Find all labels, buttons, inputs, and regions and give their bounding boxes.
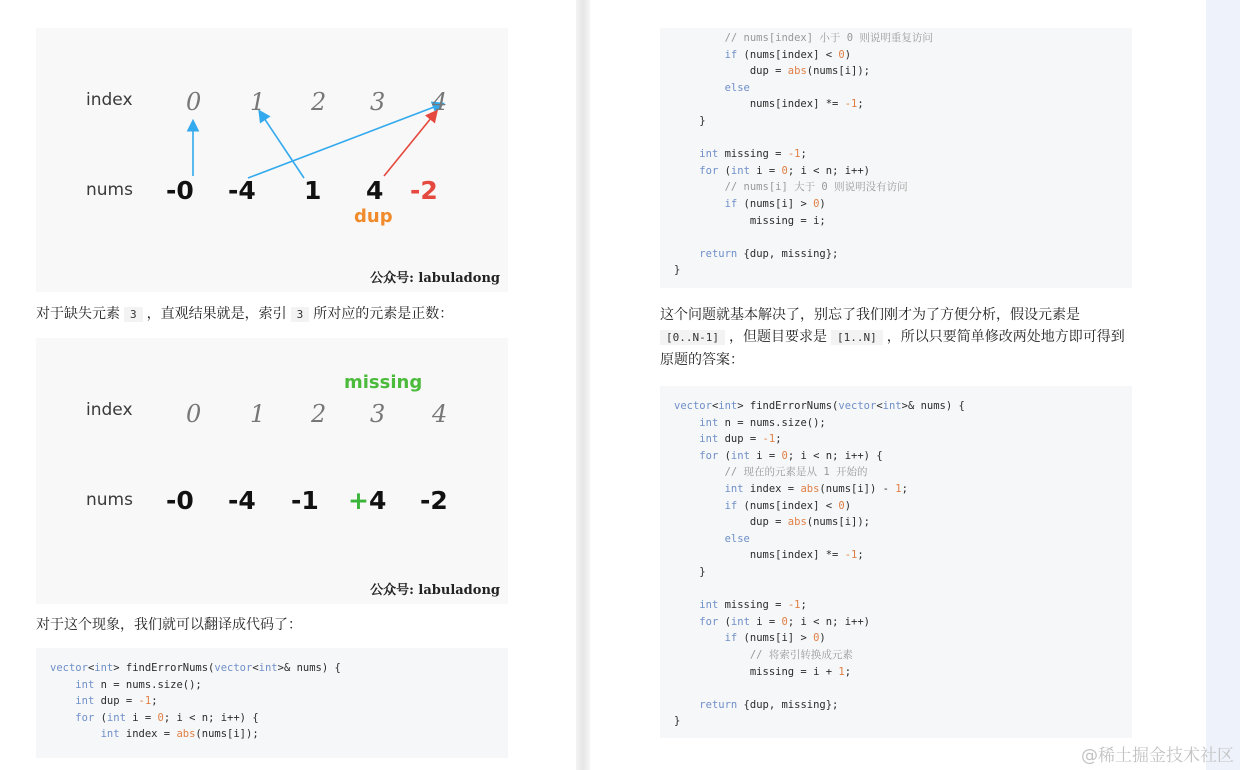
code-token: if xyxy=(724,632,738,645)
code-line xyxy=(674,630,826,646)
code-line xyxy=(674,547,864,563)
code-line xyxy=(674,80,750,96)
code-token xyxy=(674,450,699,462)
num-3: 4 xyxy=(366,176,384,205)
arrow-dup-to-idx4 xyxy=(384,112,436,176)
code-token: missing = i + xyxy=(674,665,839,678)
code-token: index = xyxy=(119,728,177,741)
code-token: int xyxy=(882,400,902,412)
index-2: 2 xyxy=(311,88,327,116)
code-token: {dup, missing}; xyxy=(737,698,839,711)
code-token: < xyxy=(876,400,883,412)
dup-label: dup xyxy=(354,206,393,227)
code-line xyxy=(674,448,883,464)
num-0: -0 xyxy=(166,486,194,515)
code-token: ; xyxy=(844,665,852,678)
code-token: missing = xyxy=(718,599,788,612)
index-4: 4 xyxy=(432,88,448,116)
num-4: -2 xyxy=(420,486,448,515)
code-line xyxy=(674,47,851,63)
para1-code-3b: 3 xyxy=(291,307,310,322)
code-line xyxy=(674,415,826,431)
code-token: 0 xyxy=(781,449,788,462)
code-token: return xyxy=(699,247,738,260)
code-token: i = xyxy=(749,449,782,462)
page-gutter xyxy=(576,0,590,770)
code-token: 0 xyxy=(838,48,845,61)
code-range-1: [1..N] xyxy=(831,330,883,345)
code-token: -1 xyxy=(138,695,152,708)
nums-row-label: nums xyxy=(86,180,133,200)
code-line xyxy=(674,713,680,729)
code-token xyxy=(674,248,699,260)
code-token: int xyxy=(699,416,719,429)
code-line xyxy=(674,531,750,547)
code-token: 0 xyxy=(781,615,788,628)
code-token xyxy=(50,728,101,740)
code-token: abs xyxy=(787,516,807,529)
code-token: i = xyxy=(749,615,782,628)
code-token: -1 xyxy=(787,148,801,161)
code-token xyxy=(674,649,750,661)
solution-line-2 xyxy=(660,326,1140,349)
code-token: int xyxy=(730,164,750,177)
code-block-left xyxy=(36,648,508,758)
code-line xyxy=(50,726,259,742)
code-token: } xyxy=(674,566,706,578)
para1-text-middle: ，直观结果就是，索引 xyxy=(146,306,287,322)
code-token xyxy=(674,483,725,495)
code-token xyxy=(674,699,699,711)
code-token: {dup, missing}; xyxy=(737,247,839,260)
code-token: 1 xyxy=(838,665,845,678)
code-token xyxy=(674,616,699,628)
code-token: dup = xyxy=(674,516,788,529)
code-token xyxy=(674,500,725,512)
code-token: nums[index] *= xyxy=(674,549,845,562)
code-token: (nums[i]); xyxy=(806,65,870,78)
code-token xyxy=(674,417,699,429)
code-token xyxy=(674,433,699,445)
code-line xyxy=(674,179,908,195)
index-1: 1 xyxy=(250,88,266,116)
para1-text-before: 对于缺失元素 xyxy=(36,306,120,322)
code-token: for xyxy=(75,711,95,724)
index-3: 3 xyxy=(370,88,386,116)
paragraph-solution xyxy=(660,304,1140,371)
code-token: ; xyxy=(775,433,782,446)
code-line xyxy=(674,96,864,112)
code-token: if xyxy=(724,198,738,210)
code-token: < xyxy=(87,662,95,674)
arrow-num1-to-idx1 xyxy=(260,112,304,178)
code-token: else xyxy=(724,532,750,545)
code-token: } xyxy=(674,715,681,728)
code-token: vector xyxy=(214,662,253,674)
code-token: ) xyxy=(844,499,852,512)
code-token: (nums[index] < xyxy=(737,499,839,512)
code-token: (nums[index] < xyxy=(737,48,839,61)
code-token: > findErrorNums( xyxy=(737,400,839,412)
code-token: i = xyxy=(125,711,158,724)
code-token: for xyxy=(699,615,719,628)
code-token: (nums[i]); xyxy=(806,516,870,529)
code-line xyxy=(50,677,202,693)
code-line xyxy=(674,113,706,129)
code-token: for xyxy=(699,449,719,462)
code-token xyxy=(674,466,725,478)
figure-missing-diagram xyxy=(36,338,508,604)
code-token xyxy=(674,32,725,44)
code-token: -1 xyxy=(844,549,858,562)
code-token: vector xyxy=(50,662,88,674)
code-line xyxy=(674,431,782,447)
code-token: 1 xyxy=(895,483,902,495)
code-line xyxy=(674,464,868,480)
code-token xyxy=(50,695,75,707)
code-line xyxy=(674,63,870,79)
code-token: abs xyxy=(176,728,196,741)
code-token: ( xyxy=(718,615,731,628)
code-token: < xyxy=(252,662,259,674)
code-token: int xyxy=(75,678,95,691)
code-line xyxy=(674,196,826,212)
index-0: 0 xyxy=(186,400,202,428)
code-token: // nums[i] 大于 0 则说明没有访问 xyxy=(724,181,908,194)
code-token: ; xyxy=(800,599,807,612)
code-token: (nums[i]) - xyxy=(819,483,896,495)
index-row-label: index xyxy=(86,400,133,420)
code-token xyxy=(674,632,725,644)
code-block-right-top xyxy=(660,28,1132,288)
code-token: // 现在的元素是从 1 开始的 xyxy=(724,466,868,479)
code-token: else xyxy=(724,81,750,94)
code-token: (nums[i] > xyxy=(737,198,814,210)
num-2: -1 xyxy=(291,486,319,515)
num-3 xyxy=(348,486,386,515)
code-token xyxy=(674,165,699,177)
code-token: vector xyxy=(674,400,712,412)
code-token: ( xyxy=(718,164,731,177)
num-1: -4 xyxy=(228,486,256,515)
code-token: 0 xyxy=(838,499,845,512)
code-token: vector xyxy=(838,400,877,412)
code-line xyxy=(674,697,838,713)
code-token: } xyxy=(674,264,681,277)
code-token: n = nums.size(); xyxy=(94,678,202,691)
index-2: 2 xyxy=(311,400,327,428)
code-token: 0 xyxy=(813,632,820,645)
code-token: ; i < n; i++) xyxy=(787,164,871,177)
code-token: int xyxy=(699,599,719,612)
code-token: int xyxy=(730,615,750,628)
code-token: int xyxy=(699,148,719,161)
code-token xyxy=(674,181,725,193)
code-token: ; xyxy=(151,695,158,708)
code-token: for xyxy=(699,164,719,177)
code-token: int xyxy=(724,483,744,495)
code-line xyxy=(50,660,341,676)
code-token: -1 xyxy=(762,433,776,446)
num-3-value: 4 xyxy=(368,486,387,515)
missing-label: missing xyxy=(344,372,423,393)
code-token: index = xyxy=(743,483,801,495)
code-token: ; xyxy=(800,148,807,161)
code-token: ; i < n; i++) { xyxy=(163,711,259,724)
code-line xyxy=(674,213,826,229)
index-1: 1 xyxy=(250,400,266,428)
code-token: int xyxy=(258,662,278,674)
code-line xyxy=(674,614,870,630)
code-token: < xyxy=(711,400,719,412)
code-line xyxy=(674,514,870,530)
side-panel-strip xyxy=(1206,0,1240,770)
code-token: if xyxy=(724,48,738,61)
num-2: 1 xyxy=(304,176,322,205)
code-token: ) xyxy=(819,198,826,210)
solution-line-2-after: ，所以只要简单修改两处地方即可得到 xyxy=(886,329,1125,345)
code-token: -1 xyxy=(787,599,801,612)
right-page xyxy=(590,0,1206,770)
code-token: abs xyxy=(787,65,807,78)
code-token: int xyxy=(100,728,120,741)
code-token: ( xyxy=(94,711,107,724)
code-token: ; xyxy=(901,483,908,495)
code-token: > findErrorNums( xyxy=(113,662,215,674)
code-line xyxy=(674,481,908,497)
solution-line-3: 原题的答案： xyxy=(660,352,744,368)
code-token: (nums[i]); xyxy=(195,728,259,741)
code-token xyxy=(50,712,75,724)
code-token: // nums[index] 小于 0 则说明重复访问 xyxy=(724,32,933,44)
code-line xyxy=(674,262,680,278)
code-line xyxy=(674,30,933,46)
code-token xyxy=(674,533,725,545)
figure2-watermark: 公众号: labuladong xyxy=(370,583,500,598)
code-token: // 将索引转换成元素 xyxy=(749,649,853,661)
code-token: int xyxy=(718,400,738,412)
code-token: 0 xyxy=(813,198,820,210)
code-line xyxy=(674,664,851,680)
index-0: 0 xyxy=(186,88,202,116)
code-block-right-bottom xyxy=(660,386,1132,738)
code-token: int xyxy=(94,662,114,674)
code-token: ) xyxy=(844,48,852,61)
code-line xyxy=(674,597,807,613)
code-token: int xyxy=(106,711,126,724)
para1-code-3a: 3 xyxy=(124,307,143,322)
figure1-watermark: 公众号: labuladong xyxy=(370,271,500,286)
code-line xyxy=(674,146,807,162)
code-line xyxy=(674,163,870,179)
code-token: -1 xyxy=(844,98,858,111)
code-token: int xyxy=(75,695,95,708)
code-token: ( xyxy=(718,449,731,462)
code-token xyxy=(50,679,75,691)
code-token: return xyxy=(699,698,738,711)
code-token: ; xyxy=(857,549,864,562)
index-4: 4 xyxy=(432,400,448,428)
code-token: missing = i; xyxy=(674,214,826,227)
code-token: missing = xyxy=(718,148,788,161)
code-token: dup = xyxy=(674,65,788,78)
code-token: (nums[i] > xyxy=(737,632,814,645)
num-0: -0 xyxy=(166,176,194,205)
code-token: ; i < n; i++) xyxy=(787,615,871,628)
code-line xyxy=(50,710,259,726)
code-token: dup = xyxy=(94,695,139,708)
code-line xyxy=(674,398,965,414)
code-token: dup = xyxy=(718,433,763,446)
num-4: -2 xyxy=(410,176,438,205)
code-token: n = nums.size(); xyxy=(718,416,826,429)
code-token xyxy=(674,148,699,160)
paragraph-missing-intro xyxy=(36,303,453,326)
arrows-layer xyxy=(36,28,508,292)
code-line xyxy=(674,246,838,262)
num-1: -4 xyxy=(228,176,256,205)
code-token xyxy=(674,49,725,61)
code-token: 0 xyxy=(781,164,788,177)
code-token: } xyxy=(674,115,706,127)
code-range-0: [0..N-1] xyxy=(660,330,725,345)
code-token: abs xyxy=(800,483,820,495)
left-page xyxy=(0,0,576,770)
code-line xyxy=(674,647,853,663)
code-line xyxy=(674,498,851,514)
code-token: >& nums) { xyxy=(901,400,965,412)
nums-row-label: nums xyxy=(86,490,133,510)
solution-line-1: 这个问题就基本解决了，别忘了我们刚才为了方便分析，假设元素是 xyxy=(660,307,1080,323)
code-token: ; i < n; i++) { xyxy=(787,449,883,462)
code-token: i = xyxy=(749,164,782,177)
site-watermark: @稀土掘金技术社区 xyxy=(1081,746,1234,766)
index-3: 3 xyxy=(370,400,386,428)
para1-text-after: 所对应的元素是正数： xyxy=(313,306,454,322)
paragraph-code-intro: 对于这个现象，我们就可以翻译成代码了： xyxy=(36,617,302,633)
code-token: int xyxy=(699,433,719,446)
code-token xyxy=(674,82,725,94)
code-token xyxy=(674,198,725,210)
code-token: >& nums) { xyxy=(277,662,341,674)
code-token: ; xyxy=(857,98,864,111)
code-token: int xyxy=(730,449,750,462)
code-token: 0 xyxy=(157,711,164,724)
code-token: if xyxy=(724,499,738,512)
index-row-label: index xyxy=(86,90,133,110)
code-token: ) xyxy=(819,632,826,645)
plus-sign: + xyxy=(348,486,369,515)
code-token xyxy=(674,599,699,611)
figure-dup-diagram xyxy=(36,28,508,292)
solution-line-2-middle: ，但题目要求是 xyxy=(728,329,827,345)
code-line xyxy=(674,564,706,580)
code-token: nums[index] *= xyxy=(674,98,845,111)
code-line xyxy=(50,693,158,709)
